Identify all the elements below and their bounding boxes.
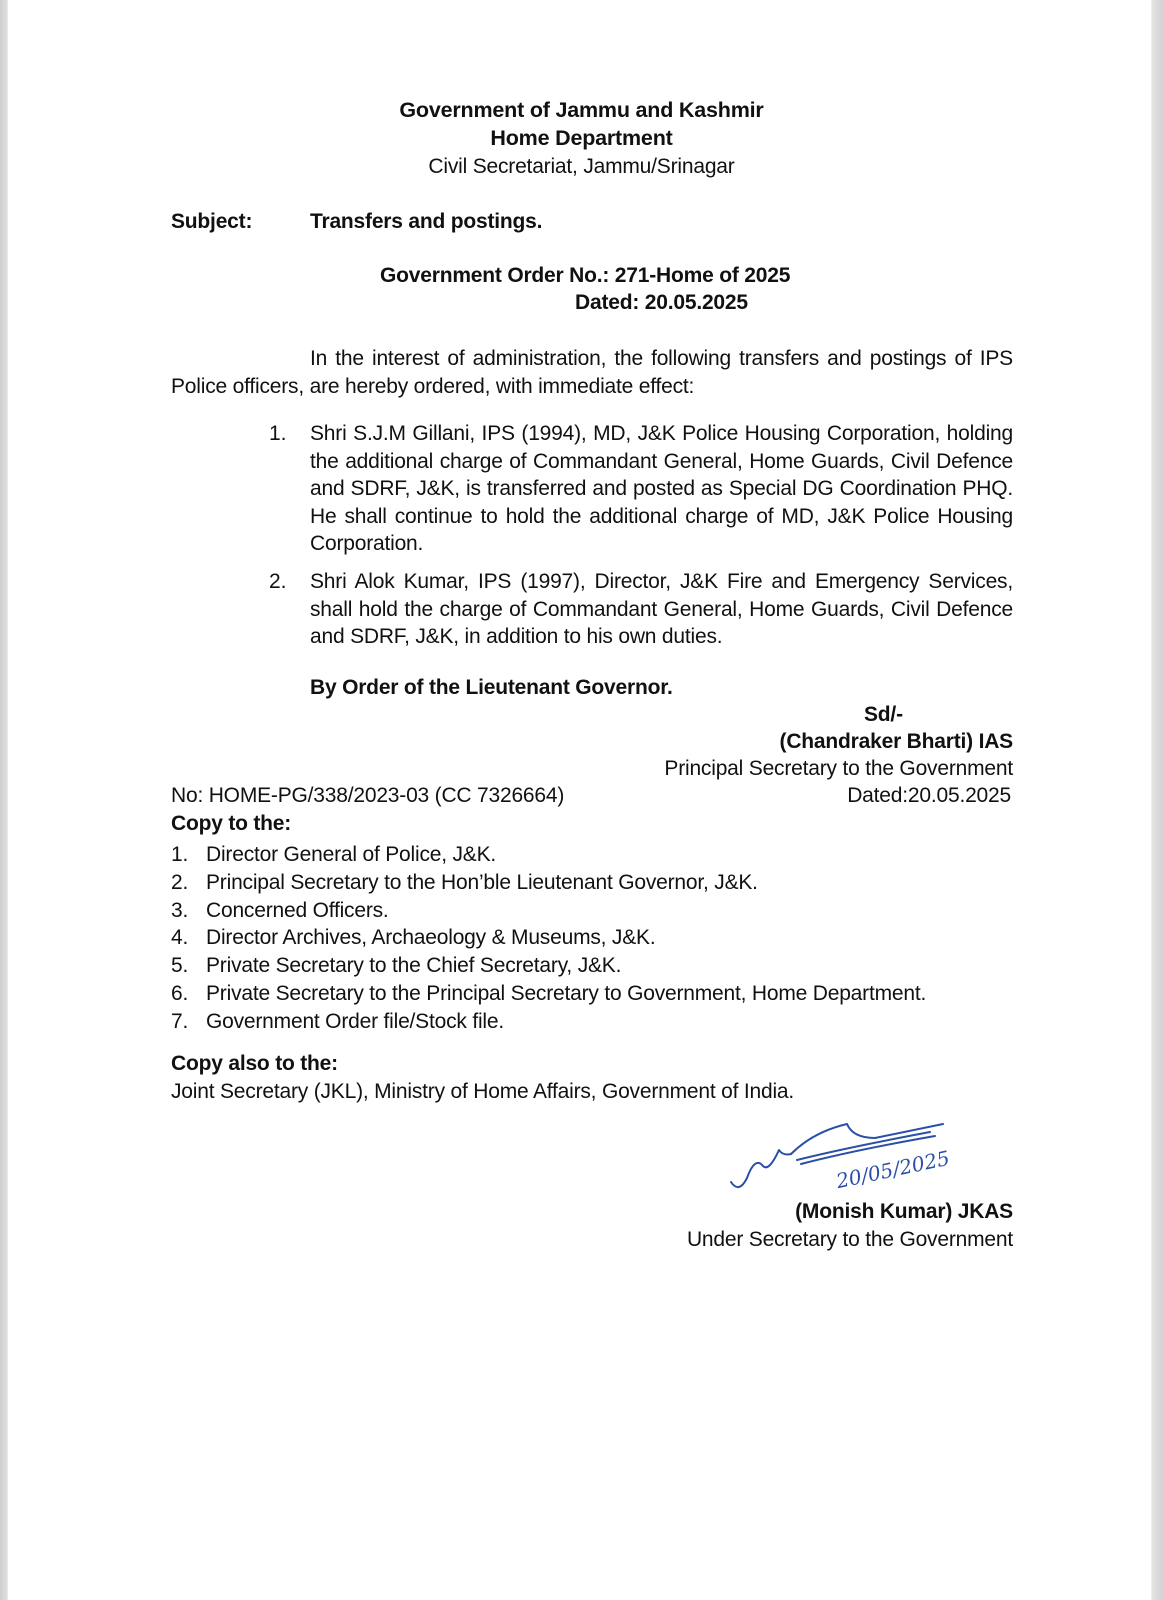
copy-to-item-text: Concerned Officers. [206,898,389,922]
signatory1-designation: Principal Secretary to the Government [664,757,1013,780]
header-department: Home Department [490,126,673,150]
copy-to-item-number: 2. [171,870,189,894]
intro-paragraph: In the interest of administration, the following transfers and postings of IPS Police officers, are hereby ordered, with immediate effect: [171,347,1013,398]
handwritten-signature [725,1116,1015,1194]
copy-to-item [171,924,926,952]
copy-to-list [171,841,926,1036]
copy-to-item-number: 6. [171,981,189,1005]
copy-to-item-number: 4. [171,926,189,950]
copy-also-heading: Copy also to the: [171,1052,338,1075]
page-edge-left [0,0,8,1600]
reference-dated: Dated:20.05.2025 [847,784,1011,807]
copy-to-item [171,841,926,869]
order-item-text: Shri S.J.M Gillani, IPS (1994), MD, J&K Police Housing Corporation, holding the additional charge of Commandant General, Home Guards, Civil Defence and SDRF, J&K, is transferred and posted as Special DG Coordination PHQ. He shall continue to hold the additional charge of MD, J&K Police Housing Corporation. [310,422,1013,555]
copy-to-item-number: 7. [171,1009,189,1033]
copy-to-item-text: Government Order file/Stock file. [206,1009,505,1033]
copy-also-text: Joint Secretary (JKL), Ministry of Home Affairs, Government of India. [171,1080,795,1103]
order-item-number: 1. [269,422,287,445]
subject-label: Subject: [171,210,253,233]
copy-to-item-text: Private Secretary to the Principal Secretary to Government, Home Department. [206,981,927,1005]
order-item-text: Shri Alok Kumar, IPS (1997), Director, J&K Fire and Emergency Services, shall hold the charge of Commandant General, Home Guards, Civil Defence and SDRF, J&K, in addition to his own duties. [310,570,1013,648]
page-edge-right [1151,0,1163,1600]
header-address: Civil Secretariat, Jammu/Srinagar [428,155,735,178]
copy-to-item-text: Principal Secretary to the Hon’ble Lieutenant Governor, J&K. [206,870,758,894]
reference-number: No: HOME-PG/338/2023-03 (CC 7326664) [171,784,565,807]
signatory2-name: (Monish Kumar) JKAS [795,1200,1013,1223]
subject-text: Transfers and postings. [310,210,543,233]
copy-to-heading: Copy to the: [171,812,292,835]
copy-to-item [171,1008,926,1036]
copy-to-item-number: 1. [171,843,189,866]
copy-to-item [171,952,926,980]
copy-to-item-number: 3. [171,898,189,922]
signed-mark: Sd/- [864,703,903,726]
copy-to-item-number: 5. [171,954,189,978]
copy-to-item [171,869,926,897]
copy-to-item-text: Private Secretary to the Chief Secretary, J&K. [206,954,622,978]
signatory2-designation: Under Secretary to the Government [686,1228,1013,1251]
copy-to-item [171,897,926,925]
signature-stroke [731,1150,791,1187]
copy-to-item [171,980,926,1008]
copy-to-item-text: Director General of Police, J&K. [206,843,497,866]
signatory1-name: (Chandraker Bharti) IAS [779,730,1013,753]
order-item-number: 2. [269,570,287,593]
order-dated: Dated: 20.05.2025 [575,291,748,314]
copy-to-item-text: Director Archives, Archaeology & Museums, J&K. [206,926,656,950]
header-government: Government of Jammu and Kashmir [399,98,764,122]
signature-date: 20/05/2025 [834,1145,952,1194]
authority-line: By Order of the Lieutenant Governor. [310,676,673,699]
order-number: Government Order No.: 271-Home of 2025 [380,264,791,287]
